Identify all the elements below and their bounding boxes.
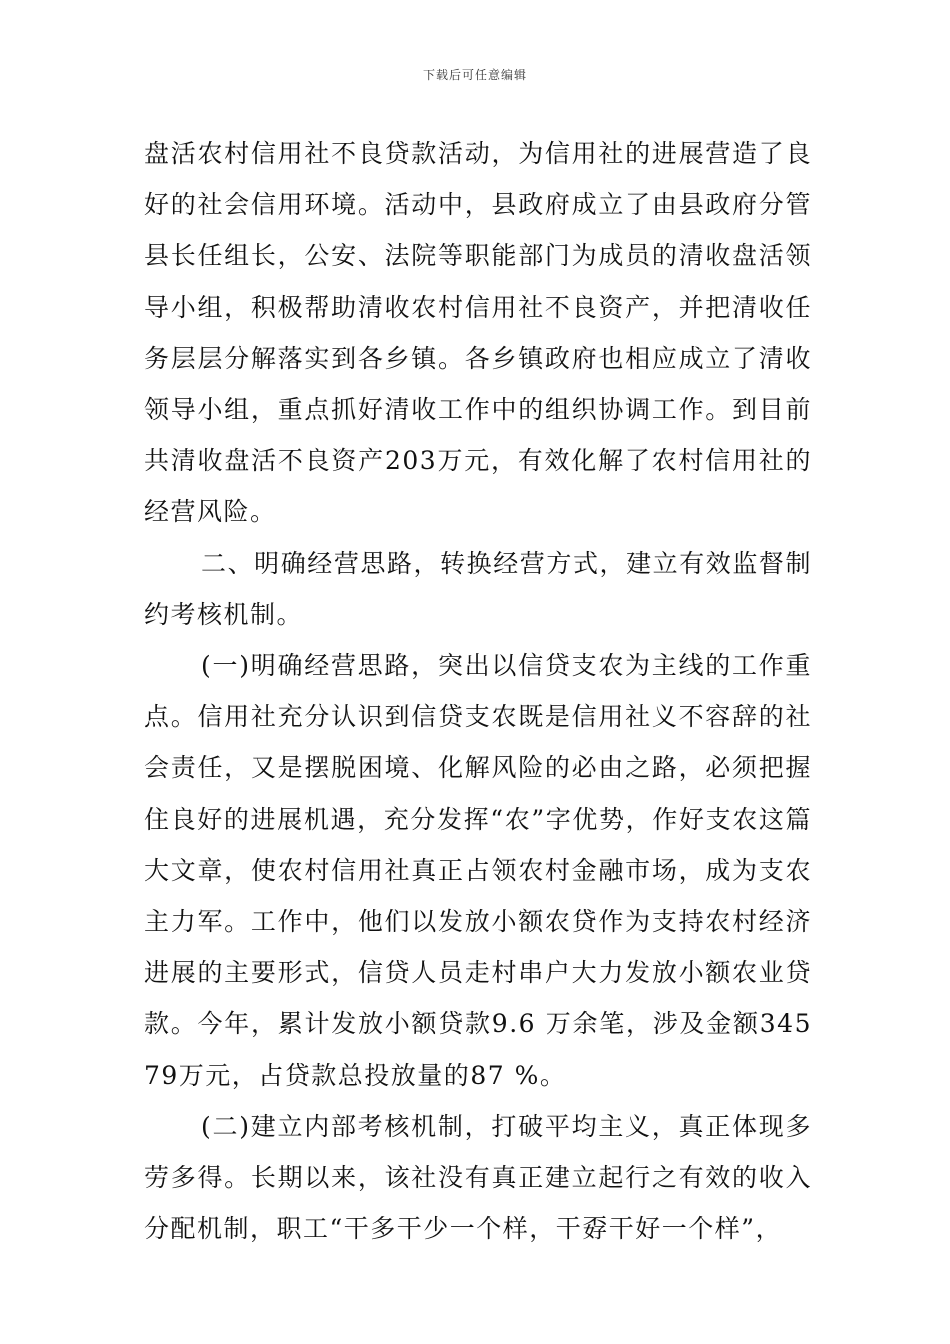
paragraph-continuation: 盘活农村信用社不良贷款活动，为信用社的进展营造了良好的社会信用环境。活动中，县政府成立了由县政府分管县长任组长，公安、法院等职能部门为成员的清收盘活领导小组，积极帮助清收农村信用社不良资产，并把清收任务层层分解落实到各乡镇。各乡镇政府也相应成立了清收领导小组，重点抓好清收工作中的组织协调工作。到目前共清收盘活不良资产203万元，有效化解了农村信用社的经营风险。 — [144, 139, 812, 527]
paragraph-subsection-two: (二)建立内部考核机制，打破平均主义，真正体现多劳多得。长期以来，该社没有真正建立起行之有效的收入分配机制，职工“干多干少一个样，干孬干好一个样”， — [144, 1111, 812, 1244]
header-note: 下载后可任意编辑 — [422, 68, 527, 82]
paragraph-subsection-one: (一)明确经营思路，突出以信贷支农为主线的工作重点。信用社充分认识到信贷支农既是信用社义不容辞的社会责任，又是摆脱困境、化解风险的必由之路，必须把握住良好的进展机遇，充分发挥“农”字优势，作好支农这篇大文章，使农村信用社真正占领农村金融市场，成为支农主力军。工作中，他们以发放小额农贷作为支持农村经济进展的主要形式，信贷人员走村串户大力发放小额农业贷款。今年，累计发放小额贷款9.6 万余笔，涉及金额34579万元，占贷款总投放量的87 %。 — [144, 651, 812, 1090]
section-heading-two: 二、明确经营思路，转换经营方式，建立有效监督制约考核机制。 — [144, 548, 812, 629]
document-body — [144, 128, 812, 1254]
